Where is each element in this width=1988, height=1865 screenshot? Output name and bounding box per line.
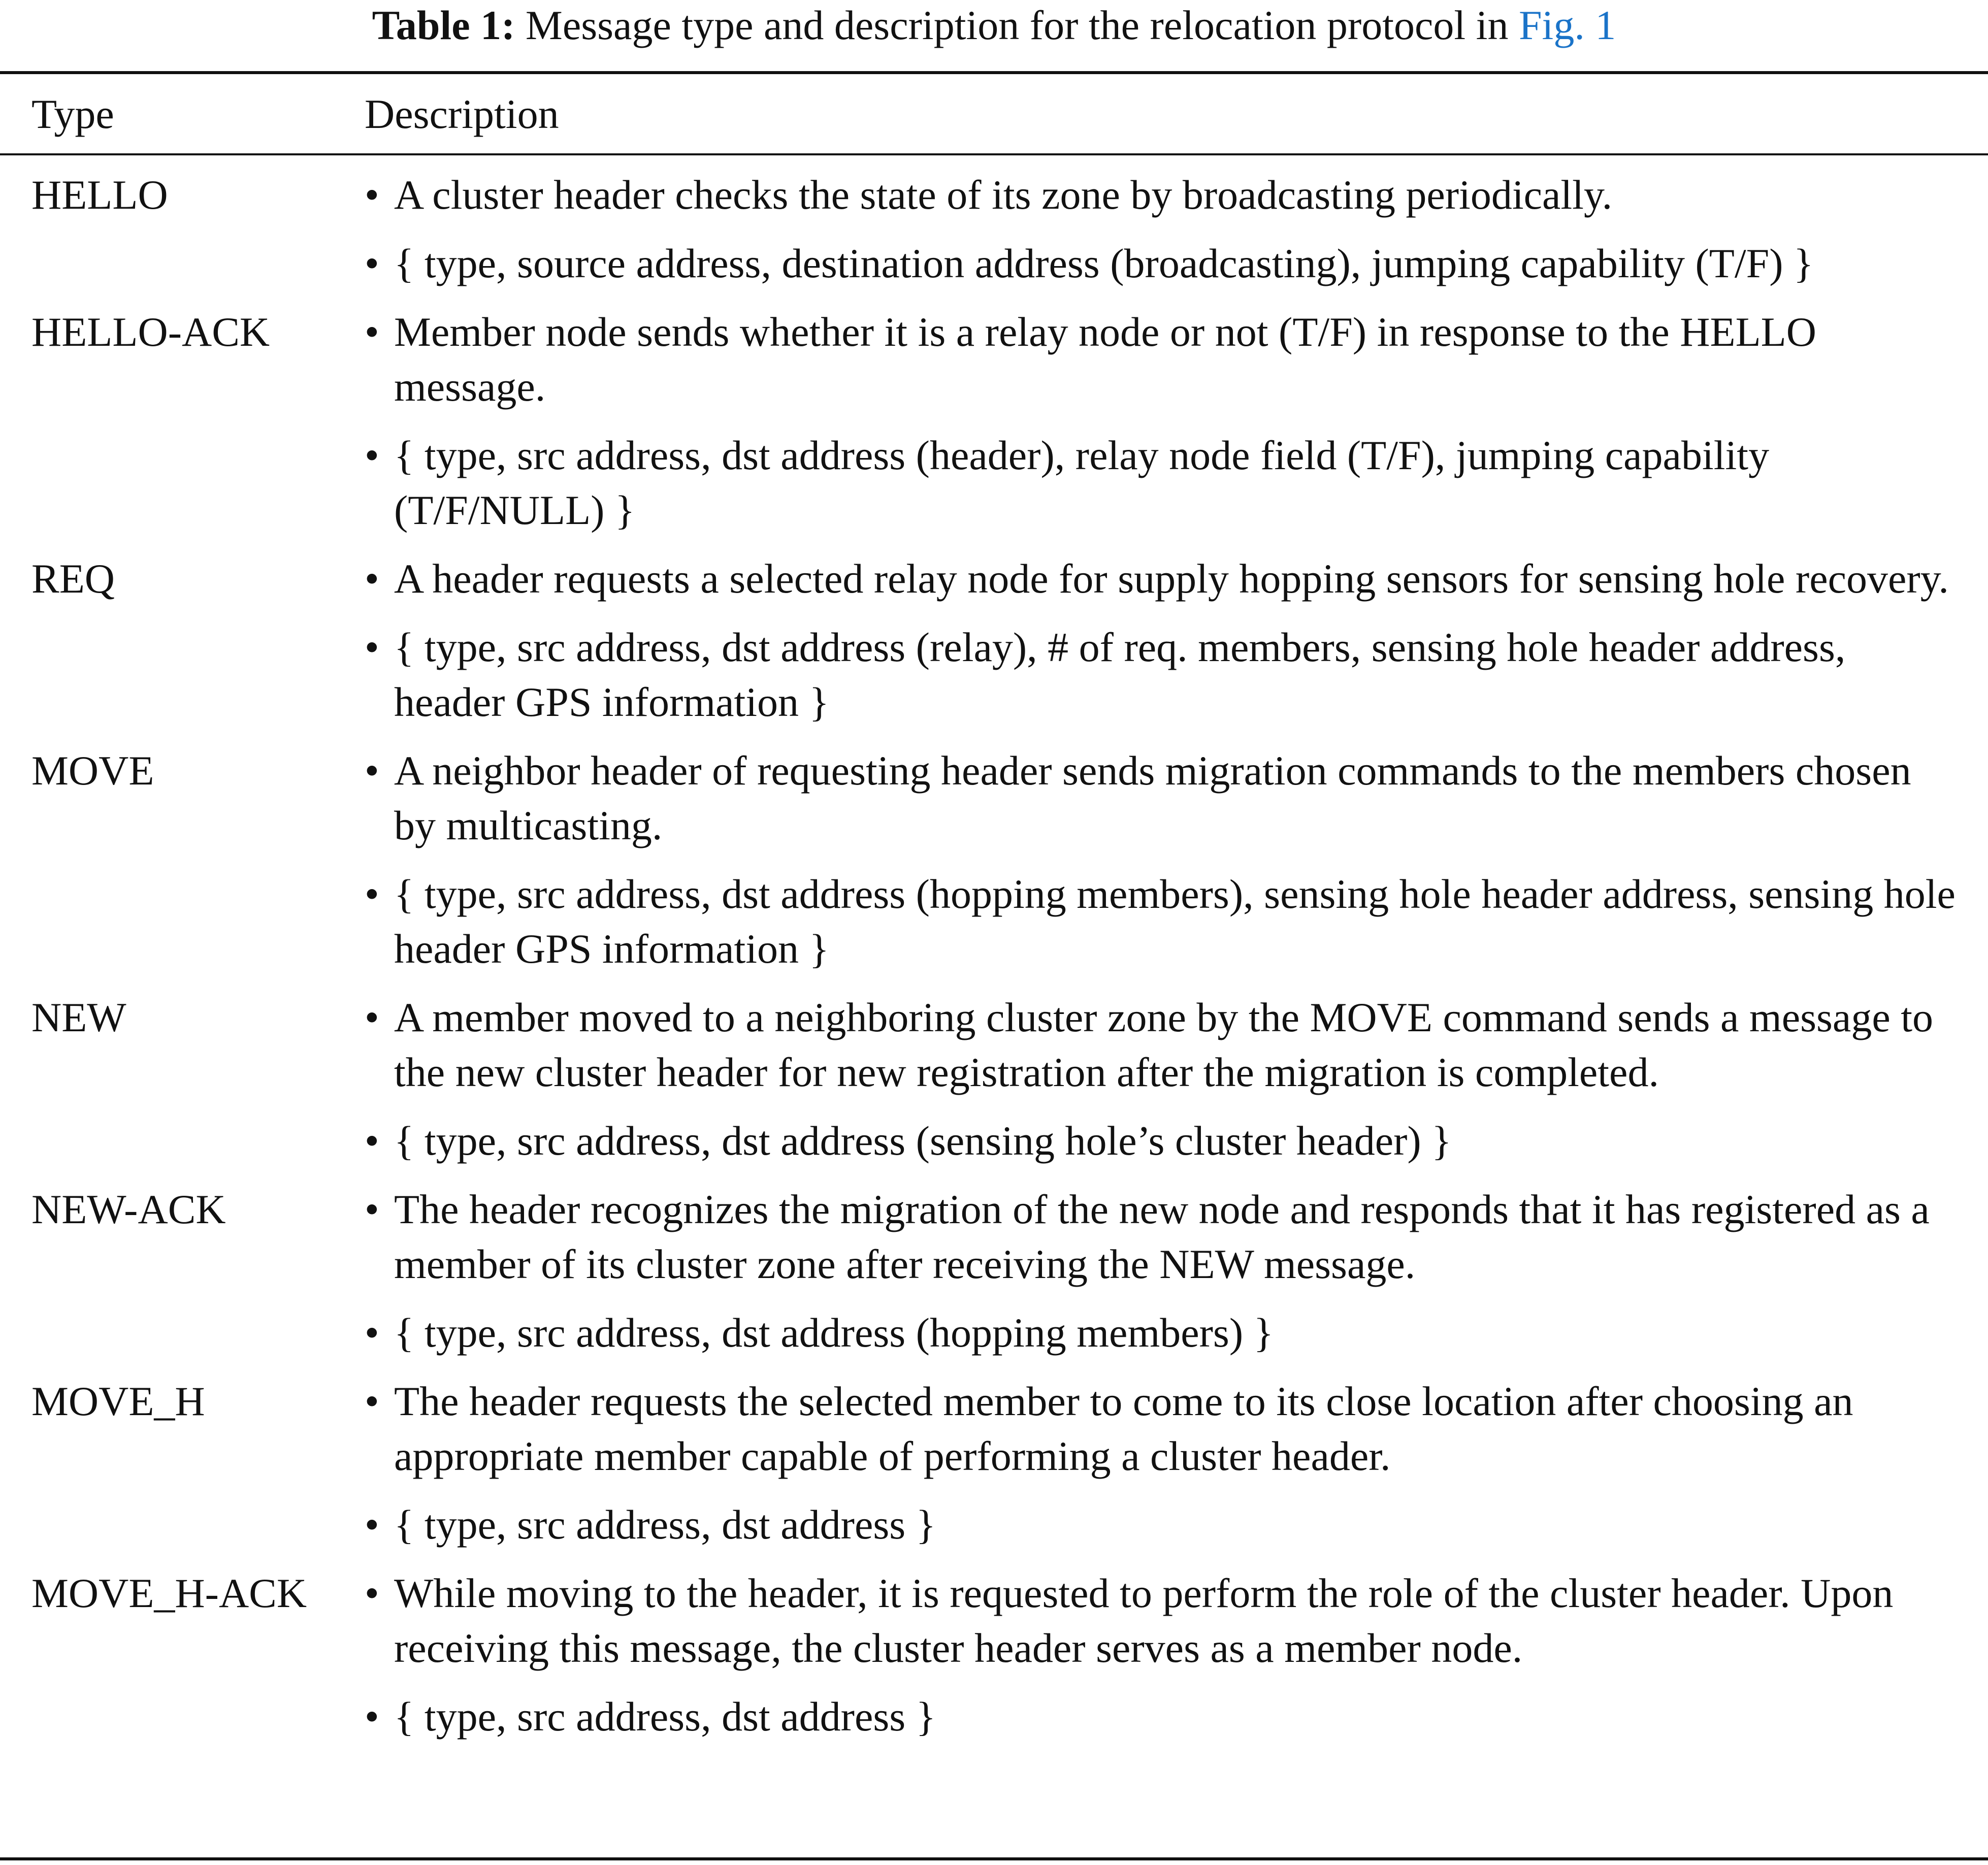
message-type: MOVE_H-ACK bbox=[31, 1570, 307, 1616]
message-description bbox=[365, 990, 1959, 1168]
description-bullet: • A header requests a selected relay node for supply hopping sensors for sensing hole recovery. bbox=[365, 551, 1959, 606]
description-bullet: • Member node sends whether it is a relay node or not (T/F) in response to the HELLO message. bbox=[365, 305, 1959, 414]
message-format-bullet: • { type, src address, dst address (header), relay node field (T/F), jumping capability (T/F/NULL) } bbox=[365, 428, 1959, 538]
table-row bbox=[0, 305, 1988, 538]
table-row bbox=[0, 168, 1988, 291]
table-row bbox=[0, 1374, 1988, 1552]
message-description bbox=[365, 1374, 1959, 1552]
description-bullet: • The header requests the selected member to come to its close location after choosing an appropriate member capable of performing a cluster header. bbox=[365, 1374, 1959, 1484]
table-bottom-rule bbox=[0, 1857, 1988, 1860]
message-type: HELLO-ACK bbox=[31, 309, 270, 355]
description-bullet: • A cluster header checks the state of its zone by broadcasting periodically. bbox=[365, 168, 1959, 222]
description-bullet: • A member moved to a neighboring cluster zone by the MOVE command sends a message to the new cluster header for new registration after the migration is completed. bbox=[365, 990, 1959, 1100]
message-description bbox=[365, 551, 1959, 730]
table-body bbox=[0, 168, 1988, 1744]
table-row bbox=[0, 743, 1988, 976]
description-bullet: • The header recognizes the migration of the new node and responds that it has registered as a member of its cluster zone after receiving the NEW message. bbox=[365, 1182, 1959, 1292]
table-top-rule bbox=[0, 71, 1988, 74]
table-row bbox=[0, 990, 1988, 1168]
message-format-bullet: • { type, src address, dst address } bbox=[365, 1497, 1959, 1552]
table-caption bbox=[0, 0, 1988, 51]
message-format-bullet: • { type, src address, dst address } bbox=[365, 1689, 1959, 1744]
table-row bbox=[0, 551, 1988, 730]
table-header-row bbox=[0, 86, 1988, 142]
message-type: MOVE bbox=[31, 747, 154, 794]
message-description bbox=[365, 305, 1959, 538]
message-format-bullet: • { type, src address, dst address (relay), # of req. members, sensing hole header address, header GPS information } bbox=[365, 620, 1959, 730]
message-description bbox=[365, 1566, 1959, 1744]
message-format-bullet: • { type, src address, dst address (sensing hole’s cluster header) } bbox=[365, 1114, 1959, 1168]
message-description bbox=[365, 168, 1959, 291]
message-type: REQ bbox=[31, 555, 115, 602]
message-format-bullet: • { type, source address, destination address (broadcasting), jumping capability (T/F) } bbox=[365, 236, 1959, 291]
message-type: HELLO bbox=[31, 172, 168, 218]
message-description bbox=[365, 743, 1959, 976]
table-row bbox=[0, 1566, 1988, 1744]
column-header-description: Description bbox=[365, 91, 559, 137]
description-bullet: • A neighbor header of requesting header sends migration commands to the members chosen by multicasting. bbox=[365, 743, 1959, 853]
message-description bbox=[365, 1182, 1959, 1360]
message-type: NEW-ACK bbox=[31, 1186, 226, 1232]
table-header-rule bbox=[0, 153, 1988, 155]
figure-link[interactable]: Fig. 1 bbox=[1518, 2, 1616, 48]
caption-label: Table 1: bbox=[372, 2, 515, 48]
message-format-bullet: • { type, src address, dst address (hopping members) } bbox=[365, 1305, 1959, 1360]
table-row bbox=[0, 1182, 1988, 1360]
description-bullet: • While moving to the header, it is requested to perform the role of the cluster header. Upon receiving this message, the cluster header serves as a member node. bbox=[365, 1566, 1959, 1676]
column-header-type: Type bbox=[31, 91, 114, 137]
message-type: NEW bbox=[31, 994, 126, 1040]
caption-text: Message type and description for the relocation protocol in bbox=[515, 2, 1519, 48]
message-format-bullet: • { type, src address, dst address (hopping members), sensing hole header address, sensing hole header GPS information } bbox=[365, 867, 1959, 976]
message-type: MOVE_H bbox=[31, 1378, 205, 1424]
